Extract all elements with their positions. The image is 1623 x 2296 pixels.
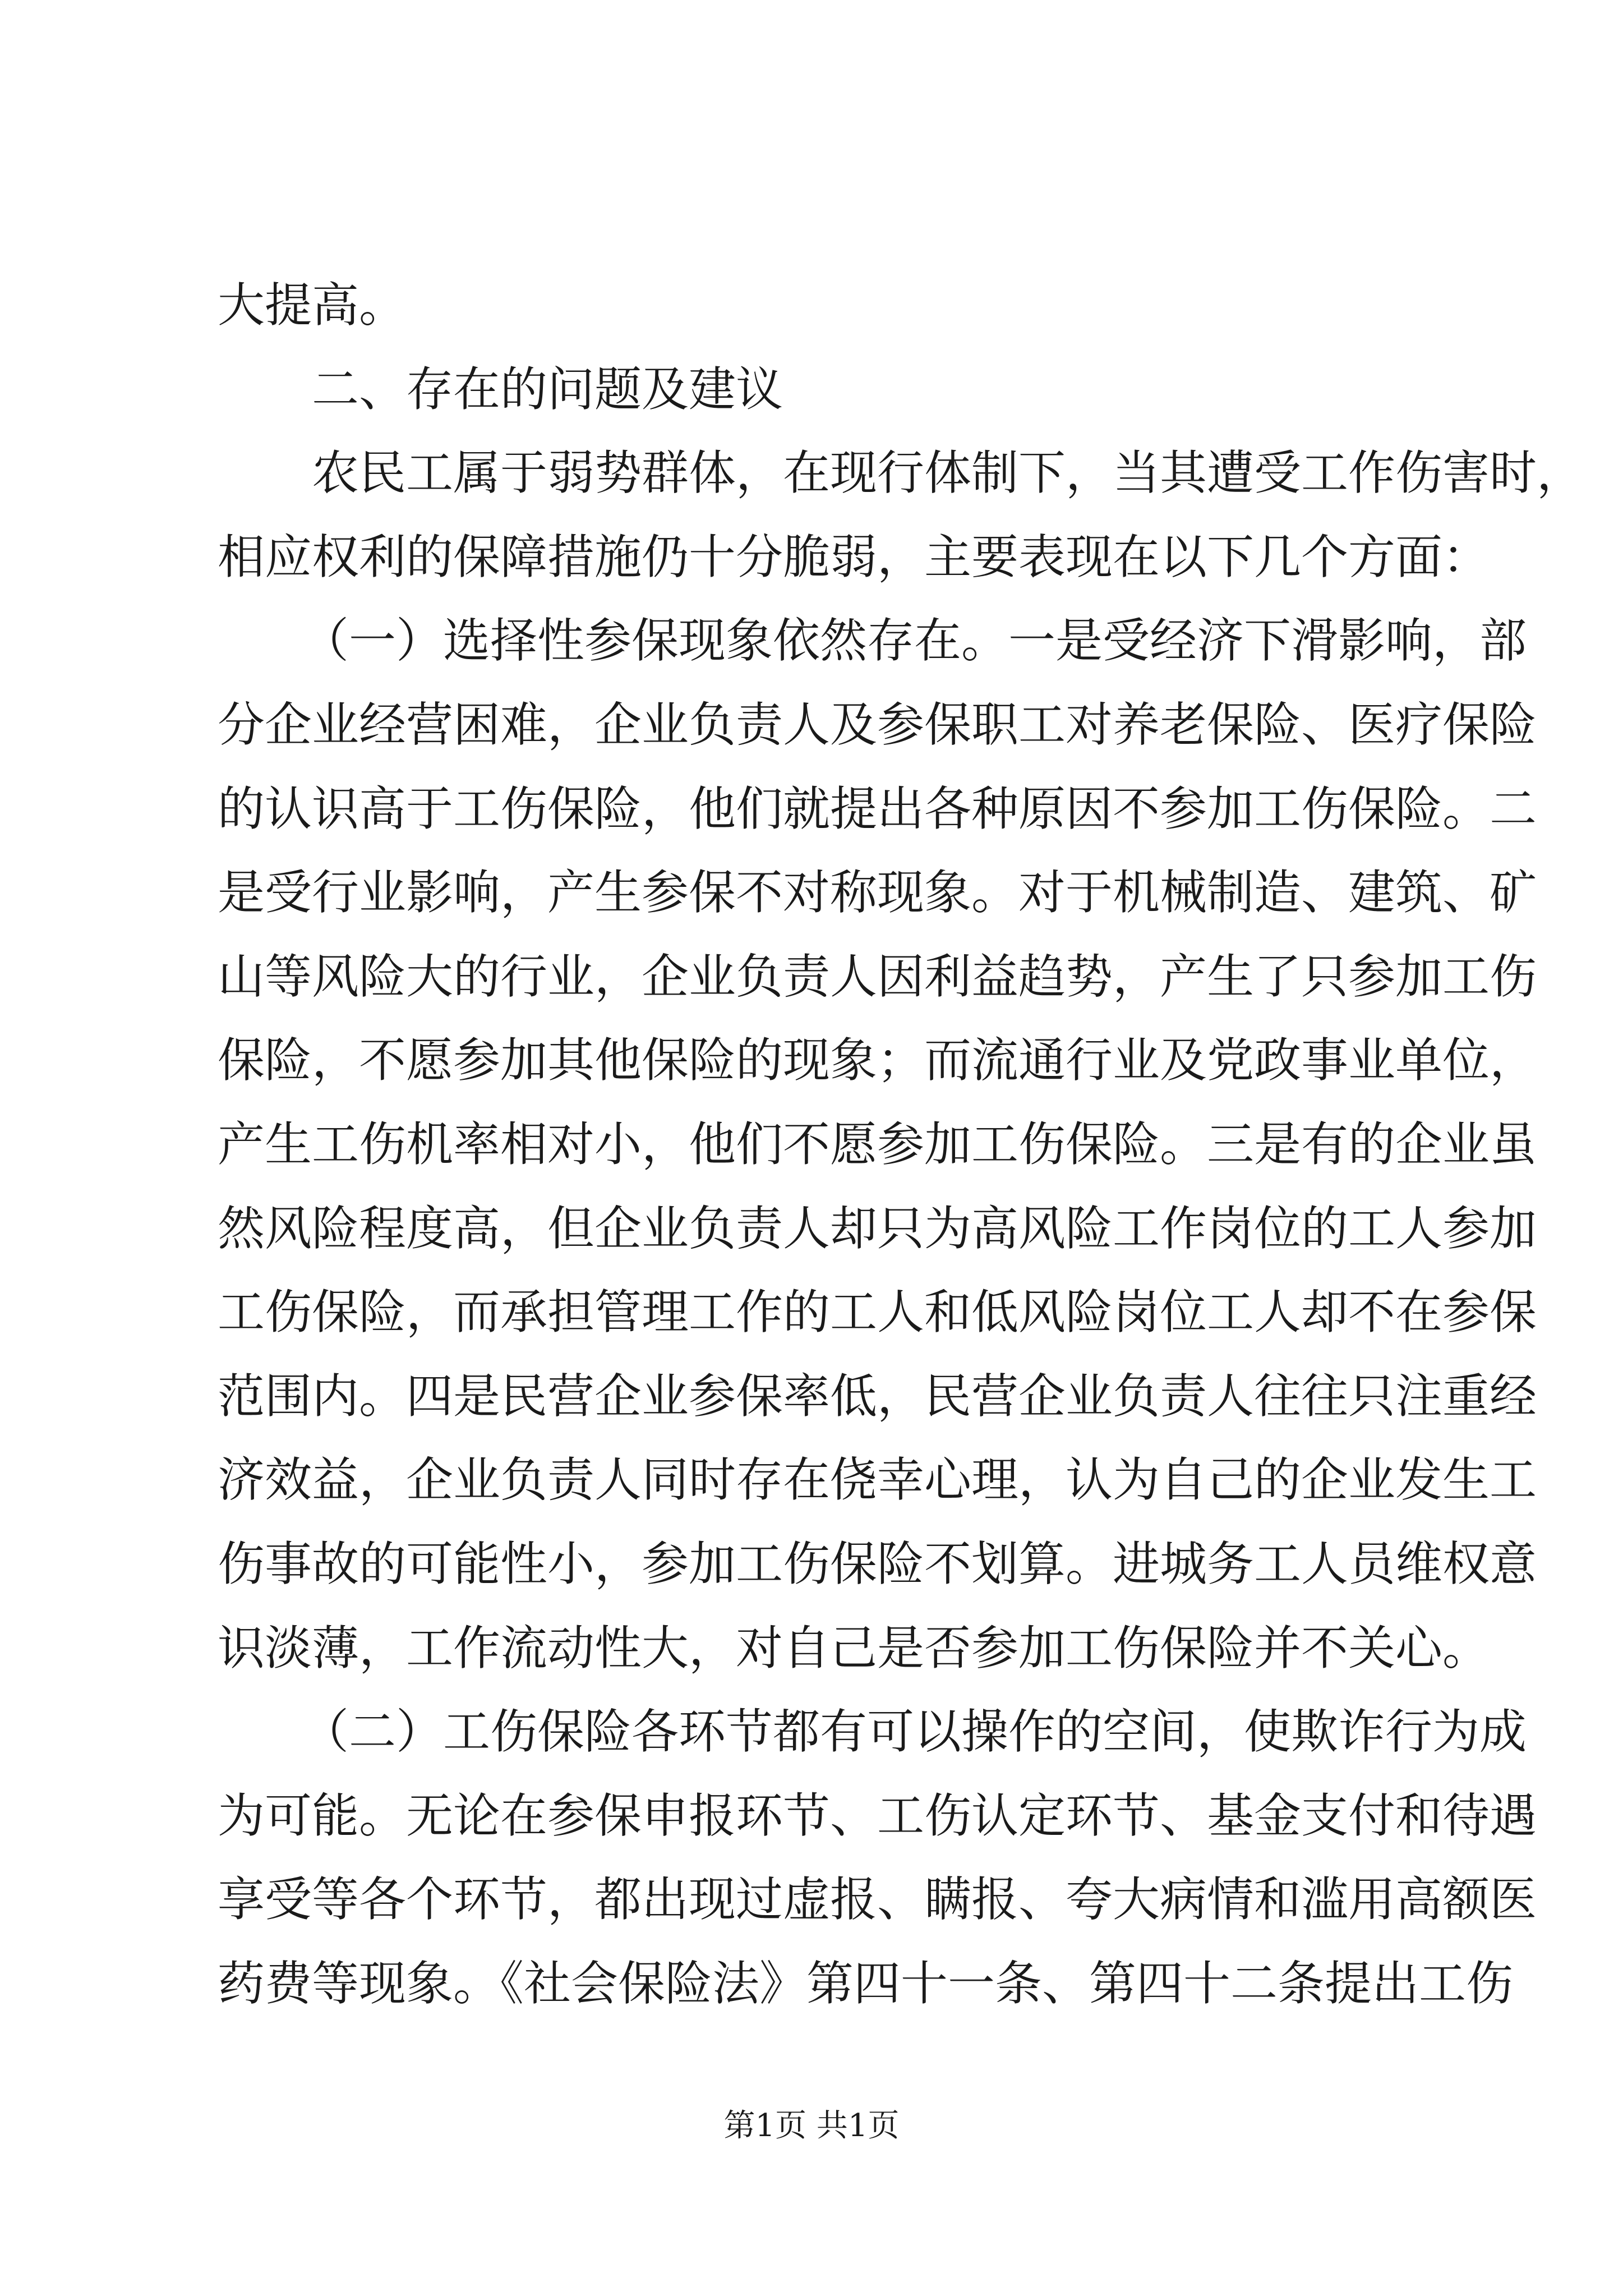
text-line: 大提高。 <box>218 278 407 333</box>
text-line: 山等风险大的行业，企业负责人因利益趋势，产生了只参加工伤 <box>218 949 1537 1004</box>
text-line: 相应权利的保障措施仍十分脆弱，主要表现在以下几个方面： <box>218 529 1490 585</box>
text-line: 药费等现象。《社会保险法》第四十一条、第四十二条提出工伤 <box>218 1955 1514 2011</box>
text-line: 识淡薄，工作流动性大，对自己是否参加工伤保险并不关心。 <box>218 1620 1490 1676</box>
text-line: 享受等各个环节，都出现过虚报、瞒报、夸大病情和滥用高额医 <box>218 1872 1537 1927</box>
text-line: 伤事故的可能性小，参加工伤保险不划算。进城务工人员维权意 <box>218 1536 1537 1591</box>
text-line: 是受行业影响，产生参保不对称现象。对于机械制造、建筑、矿 <box>218 865 1537 921</box>
text-line: 工伤保险，而承担管理工作的工人和低风险岗位工人却不在参保 <box>218 1285 1537 1340</box>
text-line: 济效益，企业负责人同时存在侥幸心理，认为自己的企业发生工 <box>218 1452 1537 1508</box>
text-line: （一）选择性参保现象依然存在。一是受经济下滑影响，部 <box>302 613 1527 669</box>
document-body <box>218 264 1584 2026</box>
text-line: 的认识高于工伤保险，他们就提出各种原因不参加工伤保险。二 <box>218 781 1537 836</box>
text-line: 产生工伤机率相对小，他们不愿参加工伤保险。三是有的企业虽 <box>218 1116 1537 1172</box>
text-line: （二）工伤保险各环节都有可以操作的空间，使欺诈行为成 <box>302 1704 1527 1760</box>
text-line: 保险，不愿参加其他保险的现象；而流通行业及党政事业单位， <box>218 1033 1537 1088</box>
text-line: 分企业经营困难，企业负责人及参保职工对养老保险、医疗保险 <box>218 697 1537 752</box>
page-footer: 第1页 共1页 <box>723 2108 900 2144</box>
section-heading: 二、存在的问题及建议 <box>312 361 783 417</box>
text-line: 然风险程度高，但企业负责人却只为高风险工作岗位的工人参加 <box>218 1200 1537 1256</box>
text-line: 农民工属于弱势群体，在现行体制下，当其遭受工作伤害时， <box>312 445 1584 501</box>
text-line: 为可能。无论在参保申报环节、工伤认定环节、基金支付和待遇 <box>218 1788 1537 1843</box>
text-line: 范围内。四是民营企业参保率低，民营企业负责人往往只注重经 <box>218 1368 1537 1424</box>
